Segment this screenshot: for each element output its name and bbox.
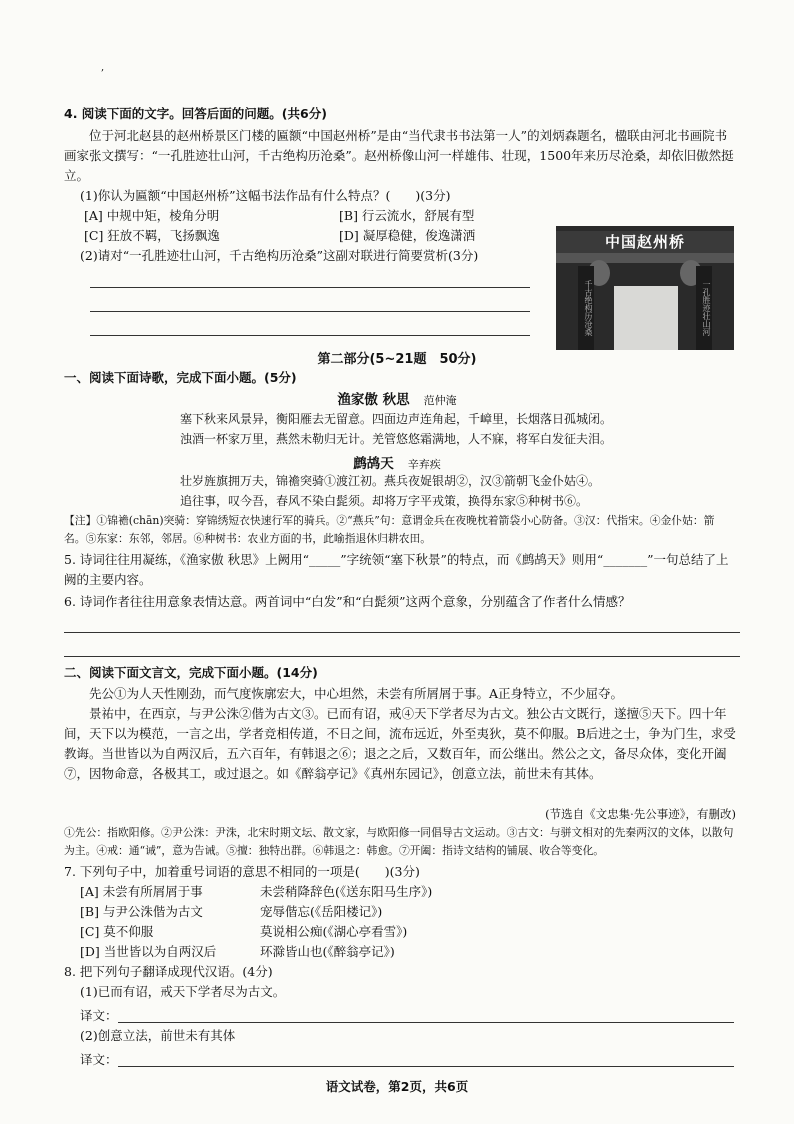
poem2-author: 辛弃疾 (407, 458, 441, 471)
q4-heading: 4. 阅读下面的文字。回答后面的问题。(共6分) (64, 106, 327, 121)
classical-passage (64, 684, 736, 784)
photo-roof (556, 253, 734, 263)
passage-notes: ①先公：指欧阳修。②尹公洙：尹洙，北宋时期文坛、散文家，与欧阳修一同倡导古文运动。③古文：与骈文相对的先秦两汉的文体，以散句为主。④戒：通“诫”，意为告诫。⑤擅：独特出群。⑥韩退之：韩愈。⑦开阖：指诗文结构的铺展、收合等变化。 (64, 826, 734, 857)
page-footer: 语文试卷，第2页，共6页 (325, 1079, 469, 1094)
passage-para-2: 景祐中，在西京，与尹公洙②偕为古文③。已而有诏，戒④天下学者尽为古文。独公古文既行，遂擅⑤天下。四十年间，天下以为模范，一言之出，学者竞相传道，不日之间，流布远近，外至夷狄，莫不仰服。B后进之士，争为门生，求受教诲。当世皆以为自两汉后，五六百年，有韩退之⑥；退之之后，又数百年，而公继出。然公之文，备尽众体，变化开阖⑦，因物命意，各极其工，或过退之。如《醉翁亭记》《真州东园记》，创意立法，前世未有其体。 (64, 706, 736, 781)
poem2-title (0, 452, 794, 472)
photo-couplet-left: 千古绝构历沧桑 (578, 266, 594, 350)
q7-option-b-left: [B] 与尹公洙偕为古文 (80, 904, 203, 919)
q4-sub1: (1)你认为匾额“中国赵州桥”这幅书法作品有什么特点？( )(3分) (80, 188, 451, 203)
sec2-heading: 二、阅读下面文言文，完成下面小题。(14分) (64, 665, 318, 680)
q7-option-a[interactable] (64, 882, 736, 902)
q8-item-2: (2)创意立法，前世未有其体 (80, 1028, 236, 1043)
poem1-line: 浊酒一杯家万里，燕然未勒归无计。羌管悠悠霜满地，人不寐，将军白发征夫泪。 (180, 432, 613, 446)
zhaozhou-bridge-gate-photo (556, 226, 734, 350)
passage-para-1: 先公①为人天性刚劲，而气度恢廓宏大，中心坦然，未尝有所屑屑于事。A正身特立，不少屈夺。 (89, 686, 624, 701)
q4-option-d[interactable]: [D] 凝厚稳健，俊逸潇洒 (339, 228, 476, 243)
poem2-line: 追往事，叹今吾，春风不染白髭须。却将万字平戎策，换得东家⑤种树书⑥。 (180, 494, 589, 508)
photo-couplet-right: 一孔胜迹壮山河 (696, 266, 712, 350)
q7-option-d[interactable] (64, 942, 736, 962)
poem2-title-text: 鹧鸪天 (353, 456, 394, 472)
photo-plaque: 中国赵州桥 (556, 231, 734, 253)
q7-option-c-left: [C] 莫不仰服 (80, 924, 154, 939)
q7-option-b[interactable] (64, 902, 736, 922)
q4-option-c[interactable]: [C] 狂放不羁，飞扬飘逸 (84, 228, 220, 243)
poem-notes: 【注】①锦襜(chān)突骑：穿锦绣短衣快速行军的骑兵。②“燕兵”句：意谓金兵在夜晚枕着箭袋小心防备。③汉：代指宋。④金仆姑：箭名。⑤东家：东邻，邻居。⑥种树书：农业方面的书，此喻指退休归耕农田。 (64, 514, 715, 545)
question-8 (64, 962, 736, 1002)
passage-source: (节选自《文忠集·先公事迹》，有删改) (545, 807, 736, 821)
q7-option-a-right: 未尝稍降辞色(《送东阳马生序》) (260, 884, 433, 899)
poem1-line: 塞下秋来风景异，衡阳雁去无留意。四面边声连角起，千嶂里，长烟落日孤城闭。 (180, 412, 613, 426)
sec1-heading: 一、阅读下面诗歌，完成下面小题。(5分) (64, 370, 297, 385)
question-5: 5. 诗词往往用凝练，《渔家傲 秋思》上阙用“_____”字统领“塞下秋景”的特点，而《鹧鸪天》则用“_______”一句总结了上阙的主要内容。 (64, 552, 729, 587)
q7-option-b-right: 宠辱偕忘(《岳阳楼记》) (260, 904, 383, 919)
poem1-title-text: 渔家傲 秋思 (337, 392, 410, 408)
translate-label: 译文： (80, 1052, 118, 1067)
translation-line-2[interactable] (118, 1066, 734, 1067)
q4-option-a[interactable]: [A] 中规中矩，棱角分明 (84, 208, 220, 223)
q7-option-d-right: 环滁皆山也(《醉翁亭记》) (260, 944, 395, 959)
answer-line[interactable] (90, 287, 530, 288)
question-6: 6. 诗词作者往往用意象表情达意。两首词中“白发”和“白髭须”这两个意象，分别蕴含了作者什么情感？ (64, 594, 631, 609)
q8-stem: 8. 把下列句子翻译成现代汉语。(4分) (64, 964, 273, 979)
q8-item-1: (1)已而有诏，戒天下学者尽为古文。 (80, 984, 286, 999)
poem2-line: 壮岁旌旗拥万夫，锦襜突骑①渡江初。燕兵夜娖银胡②，汉③箭朝飞金仆姑④。 (180, 474, 601, 488)
poem1-title (0, 388, 794, 408)
answer-line[interactable] (64, 656, 740, 657)
q4-option-b[interactable]: [B] 行云流水，舒展有型 (339, 208, 475, 223)
answer-line[interactable] (64, 632, 740, 633)
photo-doorway (614, 286, 678, 350)
q7-option-a-left: [A] 未尝有所屑屑于事 (80, 884, 203, 899)
question-7 (64, 862, 736, 962)
q7-option-c[interactable] (64, 922, 736, 942)
poem1-author: 范仲淹 (423, 394, 457, 407)
translation-line-1[interactable] (118, 1022, 734, 1023)
q4-passage: 位于河北赵县的赵州桥景区门楼的匾额“中国赵州桥”是由“当代隶书书法第一人”的刘炳森题名，楹联由河北书画院书画家张文撰写：“一孔胜迹壮山河，千古绝构历沧桑”。赵州桥像山河一样雄伟、壮现，1500年来历尽沧桑，却依旧傲然挺立。 (64, 128, 734, 183)
q7-option-c-right: 莫说相公痴(《湖心亭看雪》) (260, 924, 408, 939)
q7-option-d-left: [D] 当世皆以为自两汉后 (80, 944, 217, 959)
stray-mark: , (101, 62, 105, 73)
answer-line[interactable] (90, 311, 530, 312)
answer-line[interactable] (90, 335, 530, 336)
q7-stem: 7. 下列句子中，加着重号词语的意思不相同的一项是( )(3分) (64, 864, 420, 879)
q4-sub2: (2)请对“一孔胜迹壮山河，千古绝构历沧桑”这副对联进行简要赏析(3分) (80, 248, 479, 263)
part2-title: 第二部分(5~21题 50分) (317, 352, 477, 367)
translate-label: 译文： (80, 1008, 118, 1023)
